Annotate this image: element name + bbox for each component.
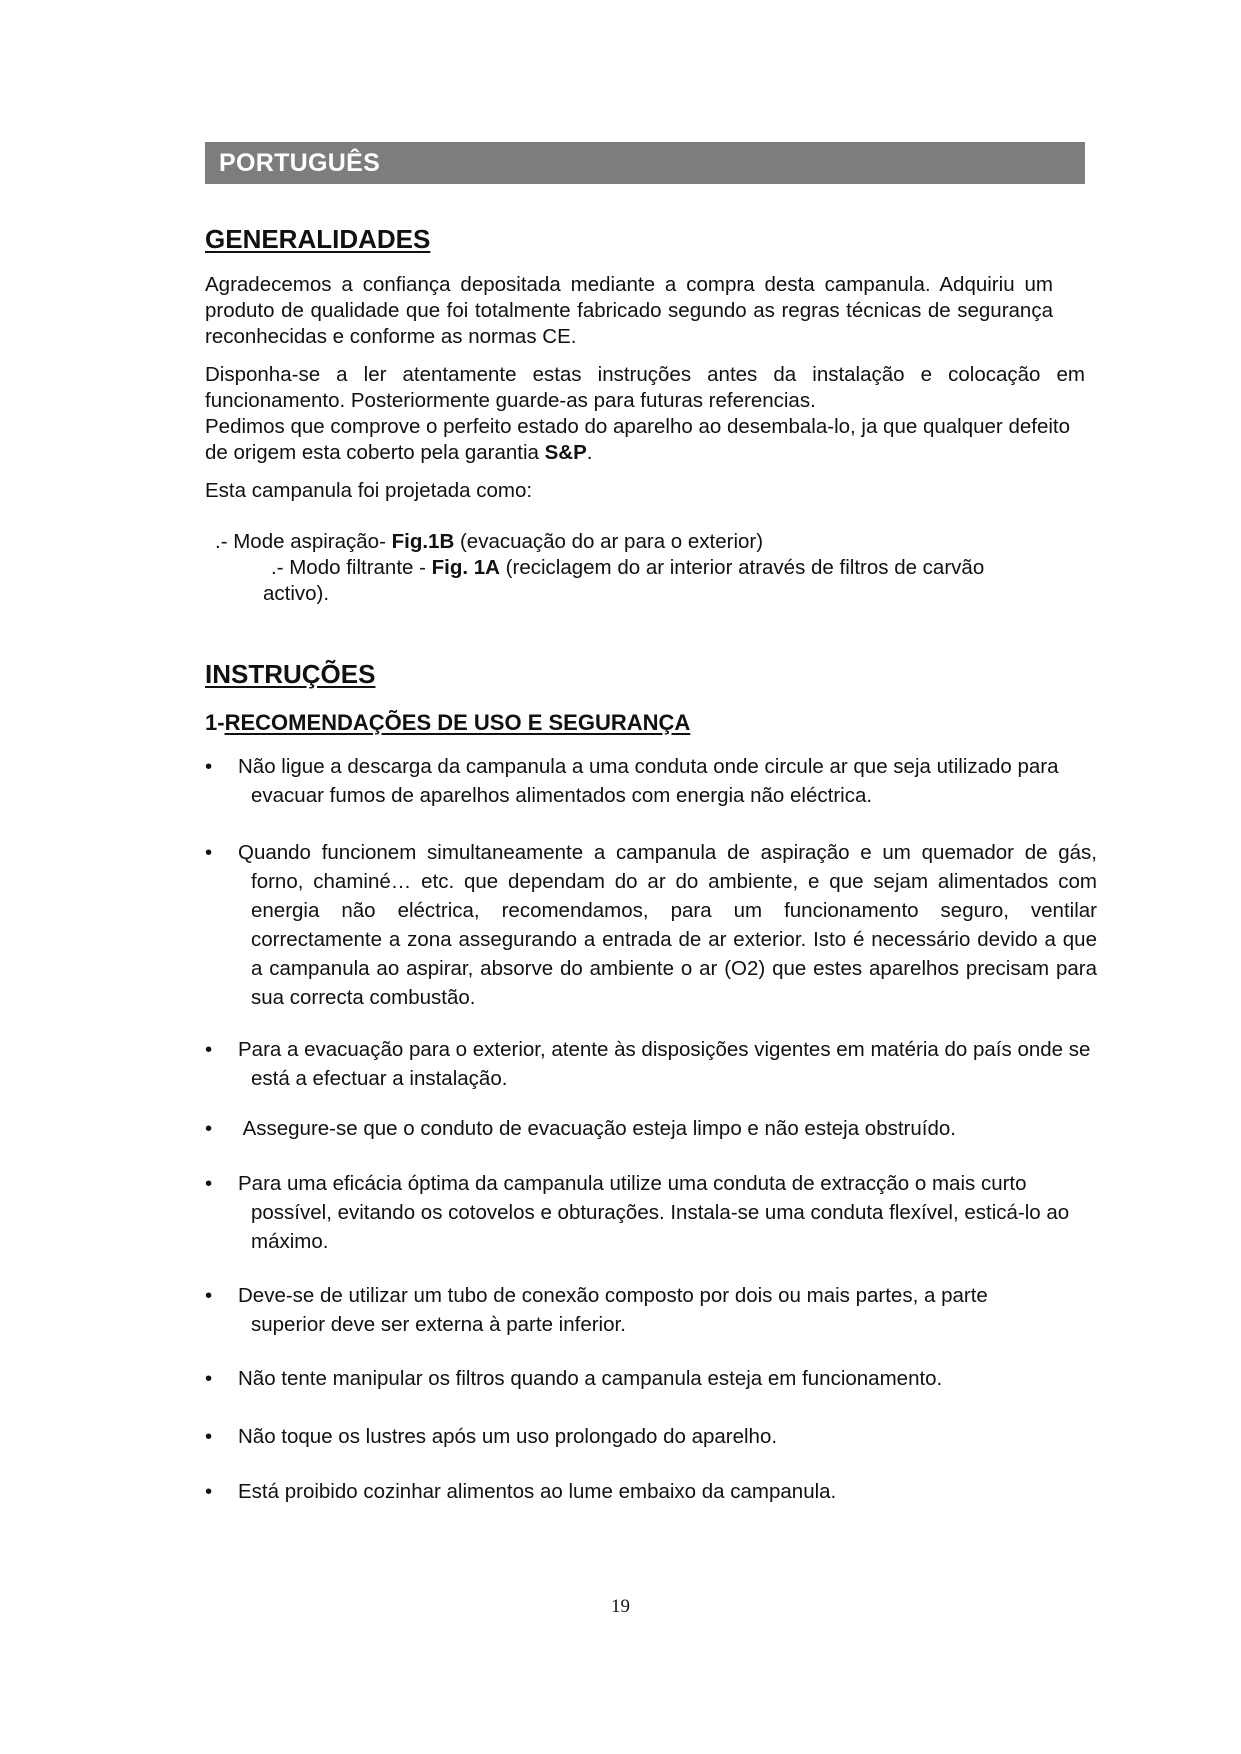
- list-item-text: Quando funcionem simultaneamente a campanula de aspiração e um quemador de gás, forno, chaminé… etc. que dependam do ar do ambiente, e que sejam alimentados com energia não eléctrica, recomendamos, para um funcionamento seguro, ventilar correctamente a zona assegurando a entrada de ar exterior. Isto é necessário devido a que a campanula ao aspirar, absorve do ambiente o ar (O2) que estes aparelhos precisam para sua correcta combustão.: [238, 841, 1097, 1009]
- bullet-icon: •: [205, 755, 213, 778]
- list-item: [205, 1364, 1085, 1393]
- bullet-icon: •: [205, 1117, 213, 1140]
- generalidades-heading: GENERALIDADES: [205, 224, 431, 254]
- list-item-text: Está proibido cozinhar alimentos ao lume embaixo da campanula.: [238, 1480, 837, 1503]
- list-item: [205, 1477, 1085, 1506]
- mode-filtering-prefix: .- Modo filtrante -: [271, 556, 432, 579]
- paragraph-3-end: .: [586, 441, 593, 464]
- subheading-text: RECOMENDAÇÕES DE USO E SEGURANÇA: [224, 710, 691, 735]
- language-banner: PORTUGUÊS: [205, 142, 1085, 184]
- mode-aspiration-prefix: .- Mode aspiração-: [215, 530, 392, 553]
- brand-name: S&P: [544, 441, 587, 464]
- mode-filtering: [271, 555, 984, 581]
- list-item-text: Para a evacuação para o exterior, atente às disposições vigentes em matéria do país onde se está a efectuar a instalação.: [238, 1038, 1091, 1090]
- list-item: [205, 752, 1085, 810]
- list-item-text: Não ligue a descarga da campanula a uma conduta onde circule ar que seja utilizado para evacuar fumos de aparelhos alimentados com energia não eléctrica.: [238, 755, 1059, 807]
- figure-1b-ref: Fig.1B: [391, 530, 455, 553]
- instrucoes-heading: INSTRUÇÕES: [205, 659, 376, 689]
- generalidades-paragraph-1: Agradecemos a confiança depositada mediante a compra desta campanula. Adquiriu um produto de qualidade que foi totalmente fabricado segundo as regras técnicas de segurança reconhecidas e conforme as normas CE.: [205, 273, 1053, 348]
- bullet-icon: •: [205, 1284, 213, 1307]
- list-item: [205, 838, 1097, 1012]
- figure-1a-ref: Fig. 1A: [431, 556, 500, 579]
- list-item-text: Para uma eficácia óptima da campanula utilize uma conduta de extracção o mais curto possível, evitando os cotovelos e obturações. Instala-se uma conduta flexível, esticá-lo ao máximo.: [238, 1172, 1070, 1253]
- list-item: [205, 1281, 1085, 1339]
- mode-filtering-continuation: activo).: [263, 582, 330, 605]
- mode-aspiration: [215, 529, 763, 555]
- subheading-number: 1-: [205, 710, 225, 735]
- paragraph-3-text: Pedimos que comprove o perfeito estado do aparelho ao desembala-lo, ja que qualquer defeito de origem esta coberto pela garantia: [205, 415, 1070, 464]
- list-item-text: Deve-se de utilizar um tubo de conexão composto por dois ou mais partes, a parte superior deve ser externa à parte inferior.: [238, 1284, 988, 1336]
- list-item: [205, 1114, 1085, 1143]
- list-item-text: Não toque os lustres após um uso prolongado do aparelho.: [238, 1425, 778, 1448]
- list-item: [205, 1169, 1085, 1256]
- bullet-icon: •: [205, 1172, 213, 1195]
- generalidades-paragraph-3: [205, 414, 1075, 466]
- mode-filtering-suffix: (reciclagem do ar interior através de filtros de carvão: [499, 556, 985, 579]
- generalidades-paragraph-4: Esta campanula foi projetada como:: [205, 479, 533, 502]
- list-item-text: Assegure-se que o conduto de evacuação esteja limpo e não esteja obstruído.: [238, 1117, 956, 1140]
- list-item: [205, 1035, 1091, 1093]
- list-item-text: Não tente manipular os filtros quando a campanula esteja em funcionamento.: [238, 1367, 943, 1390]
- safety-subheading: [205, 710, 690, 736]
- bullet-icon: •: [205, 841, 213, 864]
- bullet-icon: •: [205, 1480, 213, 1503]
- list-item: [205, 1422, 1085, 1451]
- generalidades-paragraph-2: Disponha-se a ler atentamente estas instruções antes da instalação e colocação em funcionamento. Posteriormente guarde-as para futuras referencias.: [205, 363, 1085, 412]
- bullet-icon: •: [205, 1425, 213, 1448]
- bullet-icon: •: [205, 1367, 213, 1390]
- page-number: 19: [611, 1596, 630, 1617]
- mode-aspiration-suffix: (evacuação do ar para o exterior): [454, 530, 764, 553]
- bullet-icon: •: [205, 1038, 213, 1061]
